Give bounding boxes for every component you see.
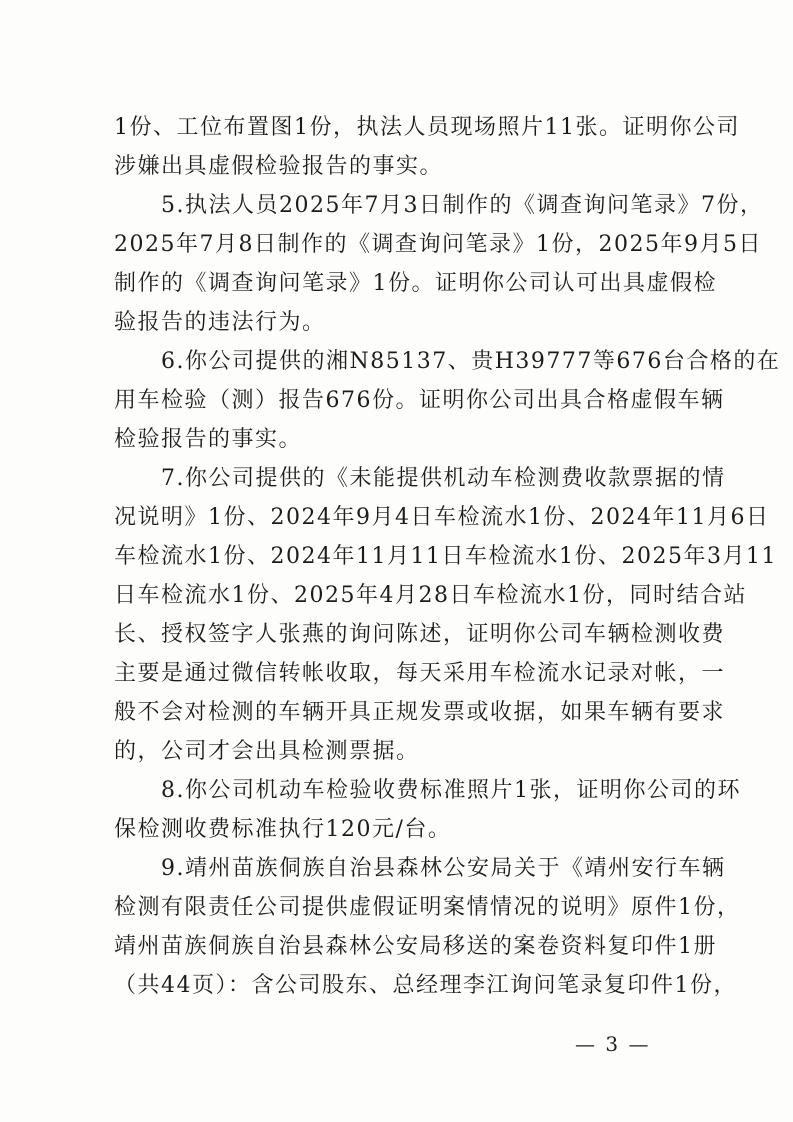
paragraph-8-start: 8.你公司机动车检验收费标准照片1张，证明你公司的环 [161,778,741,803]
text-line: 况说明》1份、2024年9月4日车检流水1份、2024年11月6日 [114,505,770,530]
text-line: 般不会对检测的车辆开具正规发票或收据，如果车辆有要求 [114,700,726,725]
text-line: 检验报告的事实。 [114,427,303,452]
text-line: 检测有限责任公司提供虚假证明案情情况的说明》原件1份， [114,895,741,920]
paragraph-6-start: 6.你公司提供的湘N85137、贵H39777等676台合格的在 [161,349,781,374]
document-body [114,108,781,1005]
text-line: 车检流水1份、2024年11月11日车检流水1份、2025年3月11 [114,544,777,569]
text-line: 用车检验（测）报告676份。证明你公司出具合格虚假车辆 [114,388,725,413]
text-line: 1份、工位布置图1份，执法人员现场照片11张。证明你公司 [114,115,740,140]
text-line: 涉嫌出具虚假检验报告的事实。 [114,154,444,179]
text-line: 日车检流水1份、2025年4月28日车检流水1份，同时结合站 [114,583,747,608]
text-line: 主要是通过微信转帐收取，每天采用车检流水记录对帐，一 [114,661,726,686]
text-line: 验报告的违法行为。 [114,310,326,335]
text-line: （共44页）：含公司股东、总经理李江询问笔录复印件1份， [114,973,737,998]
text-line: 长、授权签字人张燕的询问陈述，证明你公司车辆检测收费 [114,622,726,647]
page-number: — 3 — [575,1032,651,1056]
paragraph-5-start: 5.执法人员2025年7月3日制作的《调查询问笔录》7份， [161,193,764,218]
text-line: 制作的《调查询问笔录》1份。证明你公司认可出具虚假检 [114,271,717,296]
paragraph-7-start: 7.你公司提供的《未能提供机动车检测费收款票据的情 [161,466,726,491]
text-line: 靖州苗族侗族自治县森林公安局移送的案卷资料复印件1册 [114,934,717,959]
text-line: 的，公司才会出具检测票据。 [114,739,420,764]
paragraph-9-start: 9.靖州苗族侗族自治县森林公安局关于《靖州安行车辆 [161,856,726,881]
text-line: 2025年7月8日制作的《调查询问笔录》1份，2025年9月5日 [114,232,762,257]
text-line: 保检测收费标准执行120元/台。 [114,817,452,842]
